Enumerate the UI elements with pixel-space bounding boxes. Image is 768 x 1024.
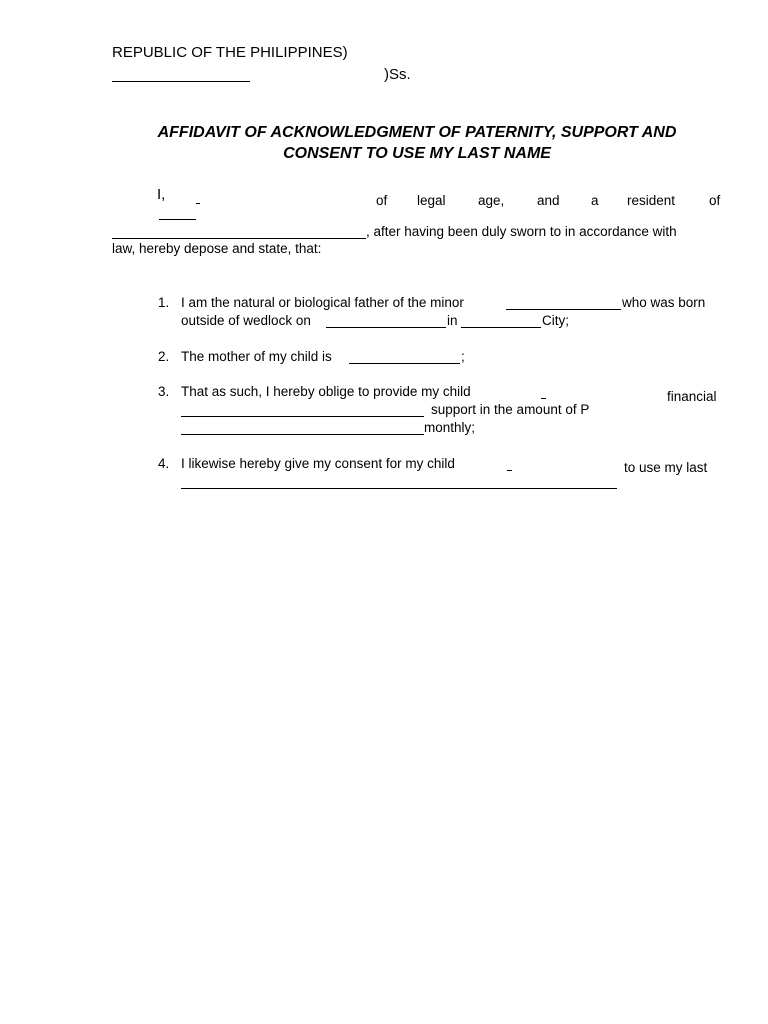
mother-name-blank [349, 363, 460, 364]
intro-word: and [537, 193, 560, 208]
support-amount-blank [181, 434, 424, 435]
intro-line3: law, hereby depose and state, that: [112, 241, 322, 256]
item3-text-d: monthly; [424, 420, 476, 435]
affidavit-title-line1: AFFIDAVIT OF ACKNOWLEDGMENT OF PATERNITY, SUPPORT AND [157, 124, 677, 141]
name-blank-tick [196, 203, 200, 204]
republic-header: REPUBLIC OF THE PHILIPPINES) [112, 44, 348, 61]
name-blank-line [159, 219, 196, 220]
intro-i: I, [157, 186, 166, 203]
ss-label: )Ss. [384, 66, 411, 83]
item-number: 3. [158, 384, 170, 399]
child-name-blank [181, 488, 617, 489]
item1-text-d: in [447, 313, 458, 328]
item1-text-b: who was born [622, 295, 706, 310]
item1-text-a: I am the natural or biological father of the minor [181, 295, 464, 310]
item1-text-c: outside of wedlock on [181, 313, 311, 328]
birth-date-blank [326, 327, 446, 328]
item3-text-a: That as such, I hereby oblige to provide my child [181, 384, 471, 399]
item-number: 2. [158, 349, 170, 364]
intro-word: age, [478, 193, 505, 208]
intro-line2: , after having been duly sworn to in accordance with [366, 224, 677, 239]
intro-word: legal [417, 193, 446, 208]
affidavit-title-line2: CONSENT TO USE MY LAST NAME [283, 145, 551, 162]
item4-text-b: to use my last [624, 460, 708, 475]
intro-word: of [709, 193, 721, 208]
item1-text-e: City; [542, 313, 569, 328]
minor-name-blank [506, 309, 621, 310]
intro-word: of [376, 193, 388, 208]
child-name-blank-tick [507, 470, 512, 471]
venue-blank-line [112, 81, 250, 82]
birth-city-blank [461, 327, 541, 328]
item4-text-a: I likewise hereby give my consent for my child [181, 456, 455, 471]
intro-word: a [591, 193, 599, 208]
child-name-blank-tick [541, 398, 546, 399]
item3-text-b: financial [667, 389, 717, 404]
residence-blank-line [112, 238, 366, 239]
item-number: 1. [158, 295, 170, 310]
item2-text-b: ; [461, 349, 465, 364]
item3-text-c: support in the amount of P [431, 402, 590, 417]
item2-text-a: The mother of my child is [181, 349, 332, 364]
intro-word: resident [627, 193, 676, 208]
child-name-blank [181, 416, 424, 417]
item-number: 4. [158, 456, 170, 471]
